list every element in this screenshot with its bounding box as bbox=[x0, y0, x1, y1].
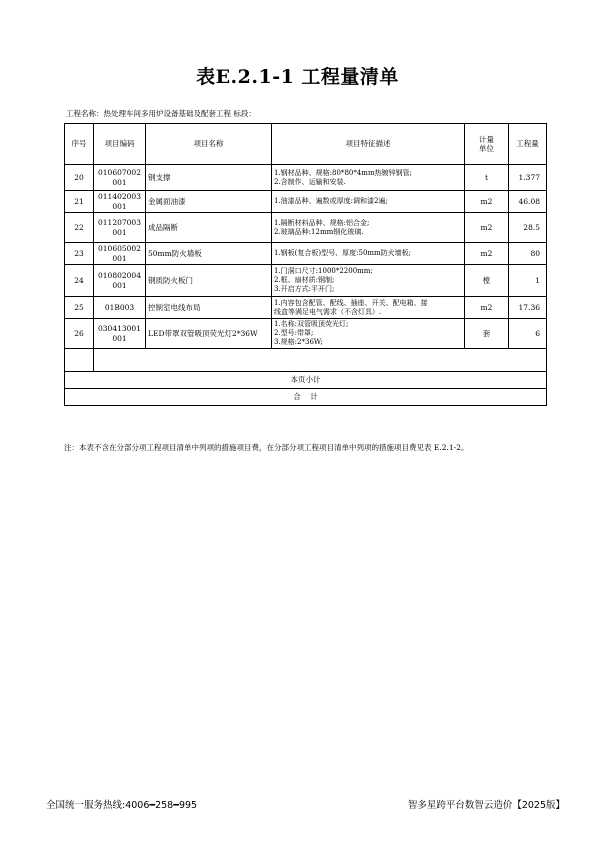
page-title: 表E.2.1-1 工程量清单 bbox=[196, 66, 399, 88]
row-unit: 樘 bbox=[465, 265, 509, 297]
row-name: 50mm防火墙板 bbox=[146, 243, 272, 265]
row-seq: 23 bbox=[65, 243, 94, 265]
bill-of-quantities-table bbox=[64, 123, 547, 406]
header-code: 项目编码 bbox=[94, 124, 146, 165]
row-quantity: 1 bbox=[509, 265, 547, 297]
feature-line: 3.开启方式:平开门; bbox=[274, 284, 335, 293]
row-code: 010605002001 bbox=[94, 243, 146, 265]
row-unit: m2 bbox=[465, 213, 509, 243]
feature-line: 1.内容包含配管、配线、插座、开关、配电箱、接 bbox=[274, 298, 428, 307]
table-row bbox=[65, 213, 547, 243]
row-seq: 26 bbox=[65, 319, 94, 349]
row-features bbox=[272, 265, 465, 297]
row-code: 010607002001 bbox=[94, 165, 146, 191]
table-row bbox=[65, 165, 547, 191]
row-features bbox=[272, 243, 465, 265]
row-quantity: 6 bbox=[509, 319, 547, 349]
row-code: 011402003001 bbox=[94, 191, 146, 213]
row-unit: m2 bbox=[465, 191, 509, 213]
row-code: 011207003001 bbox=[94, 213, 146, 243]
table-header-row bbox=[65, 124, 547, 165]
row-quantity: 46.08 bbox=[509, 191, 547, 213]
feature-line: 线盒等满足电气需求（不含灯具）. bbox=[274, 307, 382, 316]
row-seq: 21 bbox=[65, 191, 94, 213]
header-features: 项目特征描述 bbox=[272, 124, 465, 165]
row-name: LED带罩双管吸顶荧光灯2*36W bbox=[146, 319, 272, 349]
row-name: 金属面油漆 bbox=[146, 191, 272, 213]
feature-line: 1.名称:双管吸顶荧光灯; bbox=[274, 320, 349, 329]
project-info: 工程名称：热处理车间多用炉设备基础及配套工程 标段： bbox=[66, 109, 256, 118]
total-label: 合 计 bbox=[65, 389, 547, 406]
feature-line: 1.钢板(复合板)型号、厚度:50mm防火墙板; bbox=[274, 249, 412, 258]
total-row bbox=[65, 389, 547, 406]
feature-line: 1.钢材品种、规格:80*80*4mm热镀锌钢管; bbox=[274, 168, 412, 177]
row-unit: t bbox=[465, 165, 509, 191]
row-code: 010802004001 bbox=[94, 265, 146, 297]
feature-line: 2.含制作、运输和安装. bbox=[274, 177, 346, 186]
row-quantity: 28.5 bbox=[509, 213, 547, 243]
blank-row bbox=[65, 349, 547, 372]
row-quantity: 1.377 bbox=[509, 165, 547, 191]
feature-line: 2.型号:带罩; bbox=[274, 329, 314, 338]
header-name: 项目名称 bbox=[146, 124, 272, 165]
row-seq: 25 bbox=[65, 297, 94, 319]
feature-line: 1.隔断材料品种、规格:铝合金; bbox=[274, 218, 370, 227]
row-name: 成品隔断 bbox=[146, 213, 272, 243]
feature-line: 1.门洞口尺寸:1000*2200mm; bbox=[274, 267, 373, 276]
row-unit: 套 bbox=[465, 319, 509, 349]
page-subtotal-row bbox=[65, 372, 547, 389]
table-row bbox=[65, 191, 547, 213]
header-unit: 计量 单位 bbox=[465, 124, 509, 165]
feature-line: 3.规格:2*36W; bbox=[274, 337, 323, 346]
table-row bbox=[65, 297, 547, 319]
table-note: 注：本表不含在分部分项工程项目清单中列项的措施项目费，在分部分项工程项目清单中列项的措施项目费见表 E.2.1-2。 bbox=[64, 443, 469, 452]
row-code: 030413001001 bbox=[94, 319, 146, 349]
row-quantity: 80 bbox=[509, 243, 547, 265]
row-unit: m2 bbox=[465, 297, 509, 319]
row-name: 钢质防火板门 bbox=[146, 265, 272, 297]
row-name: 钢支撑 bbox=[146, 165, 272, 191]
row-seq: 20 bbox=[65, 165, 94, 191]
software-brand: 智多星跨平台数智云造价【2025版】 bbox=[407, 800, 565, 811]
row-quantity: 17.36 bbox=[509, 297, 547, 319]
row-unit: m2 bbox=[465, 243, 509, 265]
row-features bbox=[272, 191, 465, 213]
feature-line: 2.玻璃品种:12mm钢化玻璃. bbox=[274, 227, 364, 236]
feature-line: 1.油漆品种、遍数或厚度:调和漆2遍; bbox=[274, 197, 388, 206]
row-seq: 22 bbox=[65, 213, 94, 243]
row-code: 01B003 bbox=[94, 297, 146, 319]
header-quantity: 工程量 bbox=[509, 124, 547, 165]
row-features bbox=[272, 165, 465, 191]
service-hotline: 全国统一服务热线:4006━258━995 bbox=[46, 800, 198, 811]
row-name: 控制室电线布局 bbox=[146, 297, 272, 319]
row-features bbox=[272, 213, 465, 243]
page-subtotal-label: 本页小计 bbox=[65, 372, 547, 389]
table-row bbox=[65, 243, 547, 265]
table-row bbox=[65, 265, 547, 297]
feature-line: 2.框、扇材质:钢制; bbox=[274, 276, 335, 285]
row-seq: 24 bbox=[65, 265, 94, 297]
table-row bbox=[65, 319, 547, 349]
row-features bbox=[272, 319, 465, 349]
header-seq: 序号 bbox=[65, 124, 94, 165]
row-features bbox=[272, 297, 465, 319]
